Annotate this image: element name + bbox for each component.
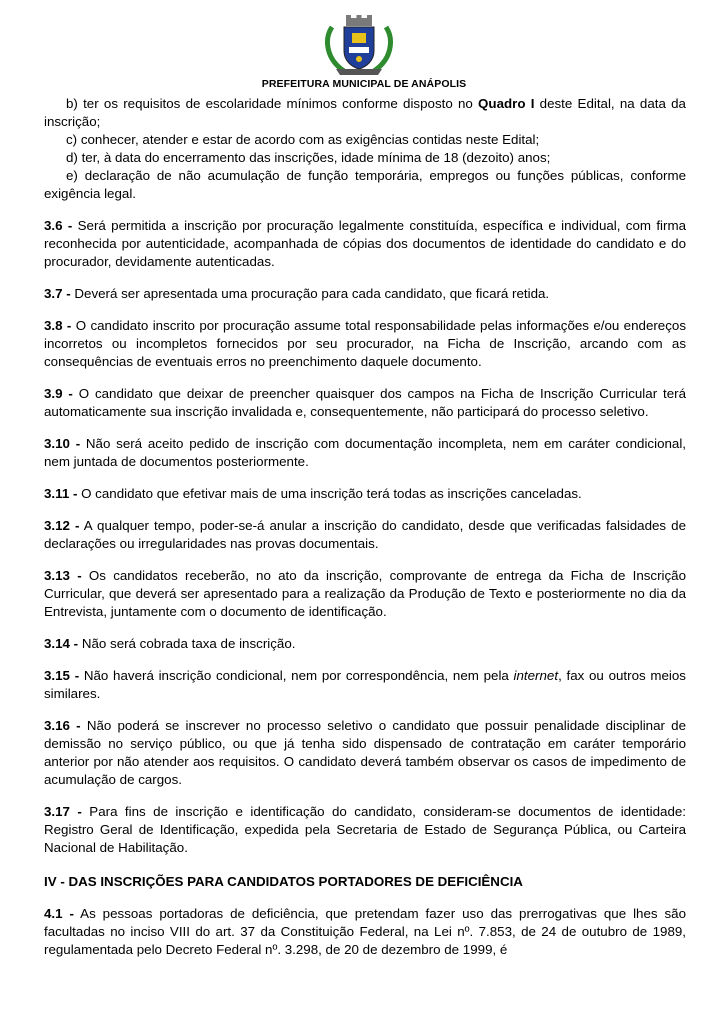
clause-3-11 bbox=[44, 485, 686, 503]
clause-number: 3.16 - bbox=[44, 718, 81, 733]
clause-3-17 bbox=[44, 803, 686, 857]
municipal-crest-icon bbox=[318, 15, 400, 77]
clause-4-1 bbox=[44, 905, 686, 959]
clause-text: Não será cobrada taxa de inscrição. bbox=[78, 636, 296, 651]
clause-text: Não será aceito pedido de inscrição com documentação incompleta, nem em caráter condicional, nem juntada de documentos posteriormente. bbox=[44, 436, 687, 469]
section-4-title: IV - DAS INSCRIÇÕES PARA CANDIDATOS PORTADORES DE DEFICIÊNCIA bbox=[44, 874, 523, 889]
clause-number: 3.14 - bbox=[44, 636, 79, 651]
item-c: c) conhecer, atender e estar de acordo com as exigências contidas neste Edital; bbox=[66, 132, 540, 147]
clause-number: 3.8 - bbox=[44, 318, 72, 333]
clause-3-9 bbox=[44, 385, 686, 421]
clause-number: 4.1 - bbox=[44, 906, 74, 921]
clause-text: As pessoas portadoras de deficiência, que pretendam fazer uso das prerrogativas que lhes são facultadas no inciso VIII do art. 37 da Constituição Federal, na Lei nº. 7.853, de 24 de outubro de 1989, regulamentada pelo Decreto Federal nº. 3.298, de 20 de dezembro de 1999, é bbox=[44, 906, 687, 957]
document-body bbox=[44, 95, 686, 959]
clause-text: A qualquer tempo, poder-se-á anular a inscrição do candidato, desde que verificadas falsidades de declarações ou irregularidades nas provas documentais. bbox=[44, 518, 686, 551]
clause-number: 3.9 - bbox=[44, 386, 73, 401]
page-header-title: PREFEITURA MUNICIPAL DE ANÁPOLIS bbox=[261, 78, 467, 90]
clause-3-15 bbox=[44, 667, 686, 703]
clause-text: Para fins de inscrição e identificação do candidato, consideram-se documentos de identidade: Registro Geral de Identificação, expedida pela Secretaria de Estado de Segurança Pública, ou Carteira Nacional de Habilitação. bbox=[44, 804, 686, 855]
clause-text: O candidato inscrito por procuração assume total responsabilidade pelas informações e/ou endereços incorretos ou incompletos fornecidos por seu procurador, na Ficha de Inscrição, arcando com as consequências de eventuais erros no preenchimento daquele documento. bbox=[44, 318, 686, 369]
clause-3-6 bbox=[44, 217, 686, 271]
clause-number: 3.17 - bbox=[44, 804, 82, 819]
clause-number: 3.11 - bbox=[44, 486, 78, 501]
clause-text: , fax ou outros meios similares. bbox=[44, 668, 686, 701]
clause-number: 3.7 - bbox=[44, 286, 71, 301]
clause-number: 3.15 - bbox=[44, 668, 80, 683]
clause-3-8 bbox=[44, 317, 686, 371]
clause-text: Será permitida a inscrição por procuração legalmente constituída, específica e individual, com firma reconhecida por autenticidade, acompanhada de cópias dos documentos de identidade do candidato e do procurador, devidamente autenticadas. bbox=[44, 218, 686, 269]
item-b bbox=[44, 95, 686, 131]
item-d: d) ter, à data do encerramento das inscrições, idade mínima de 18 (dezoito) anos; bbox=[66, 150, 551, 165]
clause-text: Deverá ser apresentada uma procuração para cada candidato, que ficará retida. bbox=[70, 286, 550, 301]
item-b-bold: Quadro I bbox=[478, 96, 535, 111]
clause-text: O candidato que deixar de preencher quaisquer dos campos na Ficha de Inscrição Curricular terá automaticamente sua inscrição invalidada e, consequentemente, não participará do processo seletivo. bbox=[44, 386, 686, 419]
clause-3-10 bbox=[44, 435, 686, 471]
clause-3-12 bbox=[44, 517, 686, 553]
clause-text: Os candidatos receberão, no ato da inscrição, comprovante de entrega da Ficha de Inscrição Curricular, que deverá ser apresentado para a realização da Produção de Texto e posteriormente no dia da Entrevista, juntamente com o documento de identificação. bbox=[44, 568, 687, 619]
item-e: e) declaração de não acumulação de função temporária, empregos ou funções públicas, conforme exigência legal. bbox=[44, 168, 686, 201]
clause-text-italic: internet bbox=[513, 668, 559, 683]
clause-number: 3.10 - bbox=[44, 436, 81, 451]
clause-text: Não haverá inscrição condicional, nem por correspondência, nem pela bbox=[79, 668, 514, 683]
clause-3-14 bbox=[44, 635, 686, 653]
clause-text: Não poderá se inscrever no processo seletivo o candidato que possuir penalidade disciplinar de demissão no serviço público, ou que já tenha sido dispensado de contratação em caráter temporário anterior por não atender aos requisitos. O candidato deverá também observar os casos de impedimento de acumulação de cargos. bbox=[44, 718, 686, 787]
clause-number: 3.12 - bbox=[44, 518, 80, 533]
clause-number: 3.6 - bbox=[44, 218, 73, 233]
clause-3-16 bbox=[44, 717, 686, 789]
clause-3-7 bbox=[44, 285, 686, 303]
clause-text: O candidato que efetivar mais de uma inscrição terá todas as inscrições canceladas. bbox=[77, 486, 582, 501]
clause-3-13 bbox=[44, 567, 686, 621]
clause-number: 3.13 - bbox=[44, 568, 82, 583]
item-b-text2: deste Edital, na data da inscrição; bbox=[44, 96, 686, 129]
item-b-text1: b) ter os requisitos de escolaridade mínimos conforme disposto no bbox=[66, 96, 479, 111]
